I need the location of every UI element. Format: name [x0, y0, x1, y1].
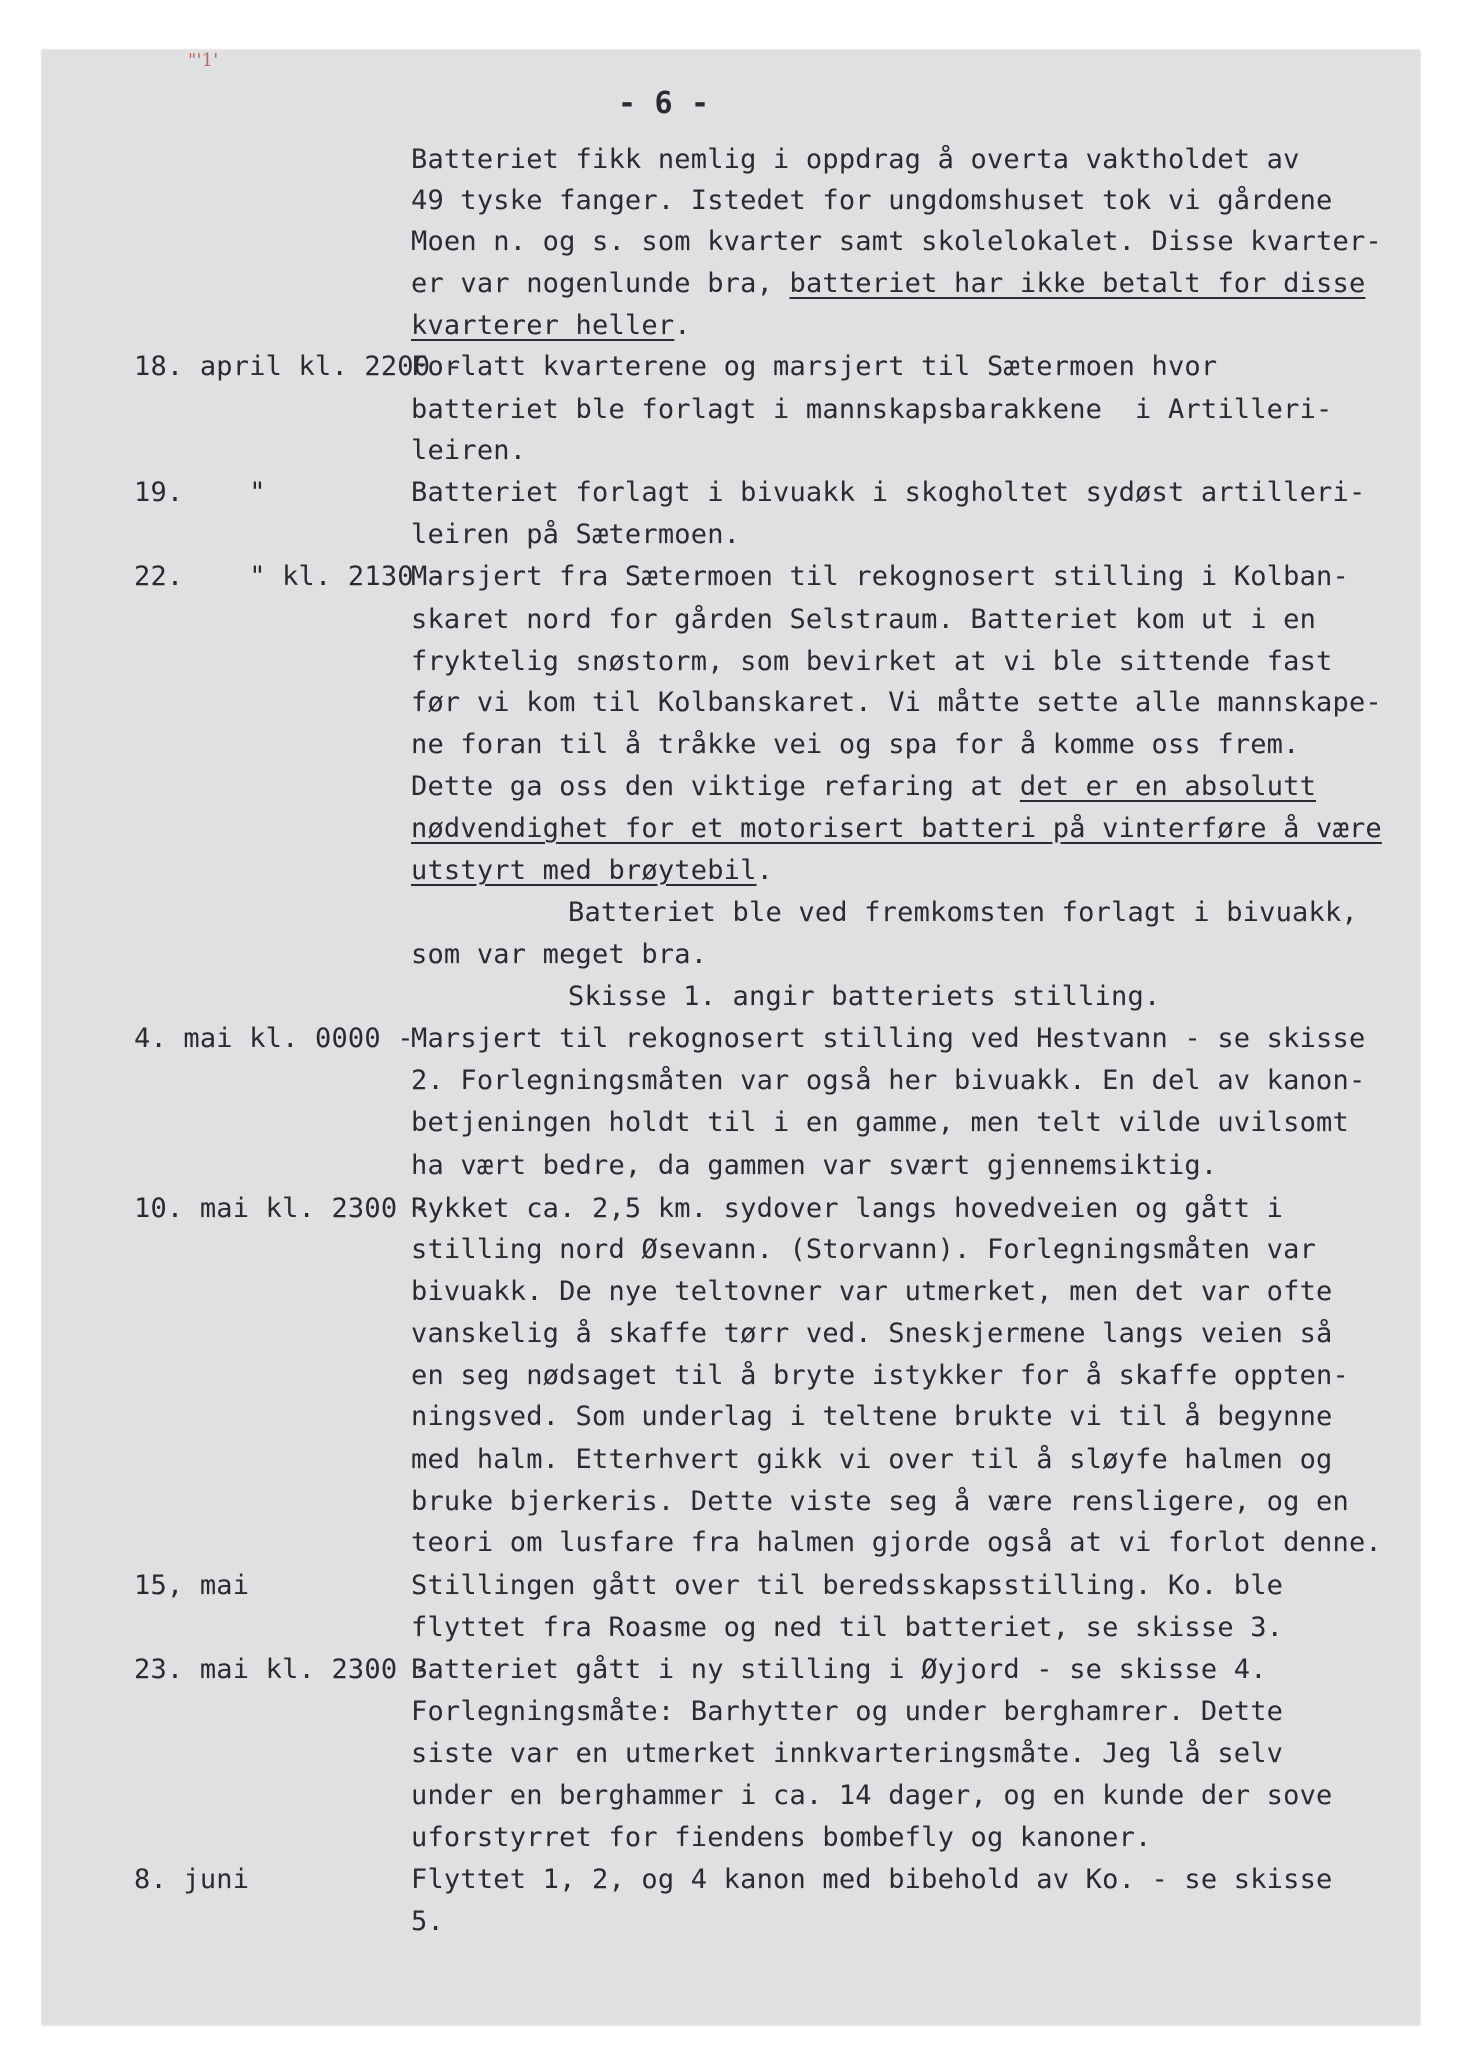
entry-text-line: under en berghammer i ca. 14 dager, og en kunde der sove	[411, 1780, 1333, 1811]
entry-text-line: leiren på Sætermoen.	[411, 519, 741, 550]
entry-text-line: batteriet ble forlagt i mannskapsbarakkene i Artilleri-	[411, 394, 1333, 425]
entry-text-line: Flyttet 1, 2, og 4 kanon med bibehold av Ko. - se skisse	[411, 1864, 1333, 1895]
entry-date: 4. mai kl. 0000 -	[134, 1023, 414, 1054]
page-number: - 6 -	[618, 86, 710, 121]
entry-date: 22. " kl. 2130 -	[134, 561, 447, 592]
entry-text-line: betjeningen holdt til i en gamme, men telt vilde uvilsomt	[411, 1107, 1349, 1138]
entry-text-line: Forlegningsmåte: Barhytter og under berghamrer. Dette	[411, 1696, 1284, 1727]
entry-date: 18. april kl. 2200 -	[134, 351, 464, 382]
entry-text-line: Forlatt kvarterene og marsjert til Sætermoen hvor	[411, 351, 1218, 382]
entry-text-line: Marsjert fra Sætermoen til rekognosert stilling i Kolban-	[411, 561, 1349, 592]
entry-text-line: teori om lusfare fra halmen gjorde også at vi forlot denne.	[411, 1527, 1382, 1558]
entry-text-line: som var meget bra.	[411, 939, 708, 970]
entry-text-line: med halm. Etterhvert gikk vi over til å sløyfe halmen og	[411, 1444, 1333, 1475]
entry-text-line: Batteriet fikk nemlig i oppdrag å overta vaktholdet av	[411, 144, 1300, 175]
entry-text-line: bruke bjerkeris. Dette viste seg å være rensligere, og en	[411, 1486, 1349, 1517]
entry-date: 23. mai kl. 2300 -	[134, 1654, 431, 1685]
entry-text-line: før vi kom til Kolbanskaret. Vi måtte sette alle mannskape-	[411, 687, 1382, 718]
entry-text-line: stilling nord Øsevann. (Storvann). Forlegningsmåten var	[411, 1234, 1317, 1265]
entry-date: 19. "	[134, 477, 266, 508]
entry-text-line: ningsved. Som underlag i teltene brukte vi til å begynne	[411, 1401, 1333, 1432]
corner-ink-mark: "'1'	[188, 50, 219, 71]
entry-text-line: 2. Forlegningsmåten var også her bivuakk. En del av kanon-	[411, 1065, 1366, 1096]
entry-text-line: kvarterer heller.	[411, 310, 691, 341]
entry-text-line: ne foran til å tråkke vei og spa for å komme oss frem.	[411, 729, 1300, 760]
entry-text-line: fryktelig snøstorm, som bevirket at vi ble sittende fast	[411, 646, 1333, 677]
entry-text-line: Moen n. og s. som kvarter samt skolelokalet. Disse kvarter-	[411, 226, 1382, 257]
entry-text-line: ha vært bedre, da gammen var svært gjennemsiktig.	[411, 1150, 1218, 1181]
entry-text-line: uforstyrret for fiendens bombefly og kanoner.	[411, 1822, 1152, 1853]
entry-text-line: en seg nødsaget til å bryte istykker for å skaffe oppten-	[411, 1360, 1349, 1391]
entry-text-line: er var nogenlunde bra, batteriet har ikke betalt for disse	[411, 268, 1366, 299]
entry-text-line: skaret nord for gården Selstraum. Batteriet kom ut i en	[411, 604, 1317, 635]
entry-text-line: 49 tyske fanger. Istedet for ungdomshuset tok vi gårdene	[411, 185, 1333, 216]
entry-text-line: vanskelig å skaffe tørr ved. Sneskjermene langs veien så	[411, 1318, 1333, 1349]
entry-text-line: Rykket ca. 2,5 km. sydover langs hovedveien og gått i	[411, 1193, 1284, 1224]
entry-text-line: utstyrt med brøytebil.	[411, 855, 774, 886]
entry-text-line: Dette ga oss den viktige refaring at det er en absolutt	[411, 771, 1317, 802]
underlined-text: det er en absolutt	[1019, 771, 1317, 802]
entry-text-line: Batteriet ble ved fremkomsten forlagt i bivuakk,	[568, 897, 1358, 928]
entry-date: 10. mai kl. 2300 -	[134, 1193, 431, 1224]
entry-text-line: Marsjert til rekognosert stilling ved Hestvann - se skisse	[411, 1023, 1366, 1054]
entry-date: 8. juni	[134, 1864, 250, 1895]
entry-text-line: Batteriet gått i ny stilling i Øyjord - se skisse 4.	[411, 1654, 1267, 1685]
entry-text-line	[411, 809, 1382, 849]
entry-text-line: Batteriet forlagt i bivuakk i skogholtet sydøst artilleri-	[411, 477, 1366, 508]
entry-text-line: bivuakk. De nye teltovner var utmerket, men det var ofte	[411, 1276, 1333, 1307]
underlined-text: utstyrt med brøytebil	[411, 855, 757, 886]
underlined-text: nødvendighet for et motorisert batteri på vinterføre å være	[411, 813, 1382, 844]
underlined-text: kvarterer heller	[411, 310, 675, 341]
entry-date: 15, mai	[134, 1570, 250, 1601]
entry-text-line: 5.	[411, 1906, 444, 1937]
entry-text-line: Stillingen gått over til beredsskapsstilling. Ko. ble	[411, 1570, 1284, 1601]
underlined-text: batteriet har ikke betalt for disse	[789, 268, 1366, 299]
entry-text-line: siste var en utmerket innkvarteringsmåte. Jeg lå selv	[411, 1738, 1284, 1769]
entry-text-line: flyttet fra Roasme og ned til batteriet, se skisse 3.	[411, 1612, 1284, 1643]
entry-text-line: Skisse 1. angir batteriets stilling.	[568, 981, 1161, 1012]
entry-text-line: leiren.	[411, 435, 527, 466]
